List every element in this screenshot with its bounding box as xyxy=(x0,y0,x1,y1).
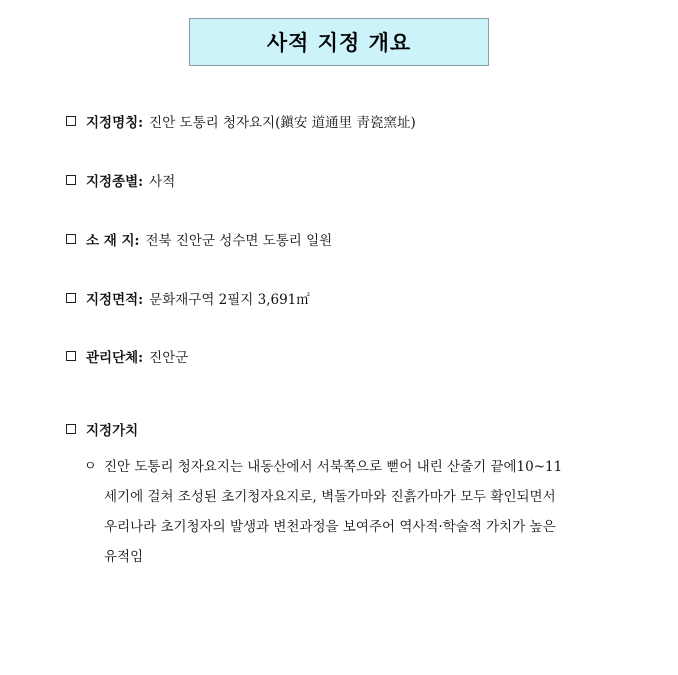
item-value: 진안 도통리 청자요지(鎭安 道通里 靑瓷窯址) xyxy=(149,115,416,131)
item-management xyxy=(66,346,188,366)
checkbox-icon xyxy=(66,234,76,244)
item-label: 지정종별: xyxy=(86,174,144,190)
item-label: 관리단체: xyxy=(86,350,144,366)
item-value: 진안군 xyxy=(149,350,189,366)
item-location xyxy=(66,229,332,249)
item-value: 사적 xyxy=(149,174,176,190)
item-designation-name xyxy=(66,111,416,131)
checkbox-icon xyxy=(66,293,76,303)
paragraph-line: 진안 도통리 청자요지는 내동산에서 서북쪽으로 뻗어 내린 산줄기 끝에10~11 xyxy=(104,459,563,475)
item-area xyxy=(66,288,310,308)
paragraph-line: 우리나라 초기청자의 발생과 변천과정을 보여주어 역사적·학술적 가치가 높은 xyxy=(104,519,556,535)
paragraph-line: 유적임 xyxy=(104,549,144,565)
item-label: 소 재 지: xyxy=(86,233,140,249)
item-value: 문화재구역 2필지 3,691㎡ xyxy=(149,292,310,308)
value-paragraph xyxy=(104,452,624,572)
paragraph-line: 세기에 걸쳐 조성된 초기청자요지로, 벽돌가마와 진흙가마가 모두 확인되면서 xyxy=(104,489,556,505)
bullet-icon: ㅇ xyxy=(84,459,97,474)
checkbox-icon xyxy=(66,116,76,126)
item-value: 전북 진안군 성수면 도통리 일원 xyxy=(145,233,333,249)
page-title: 사적 지정 개요 xyxy=(266,31,412,55)
checkbox-icon xyxy=(66,175,76,185)
item-designation-type xyxy=(66,170,175,190)
item-value-section xyxy=(66,419,144,439)
checkbox-icon xyxy=(66,424,76,434)
value-description xyxy=(84,452,624,572)
item-label: 지정면적: xyxy=(86,292,144,308)
item-label: 지정가치 xyxy=(86,423,139,439)
checkbox-icon xyxy=(66,351,76,361)
title-box xyxy=(189,18,489,66)
item-label: 지정명칭: xyxy=(86,115,144,131)
